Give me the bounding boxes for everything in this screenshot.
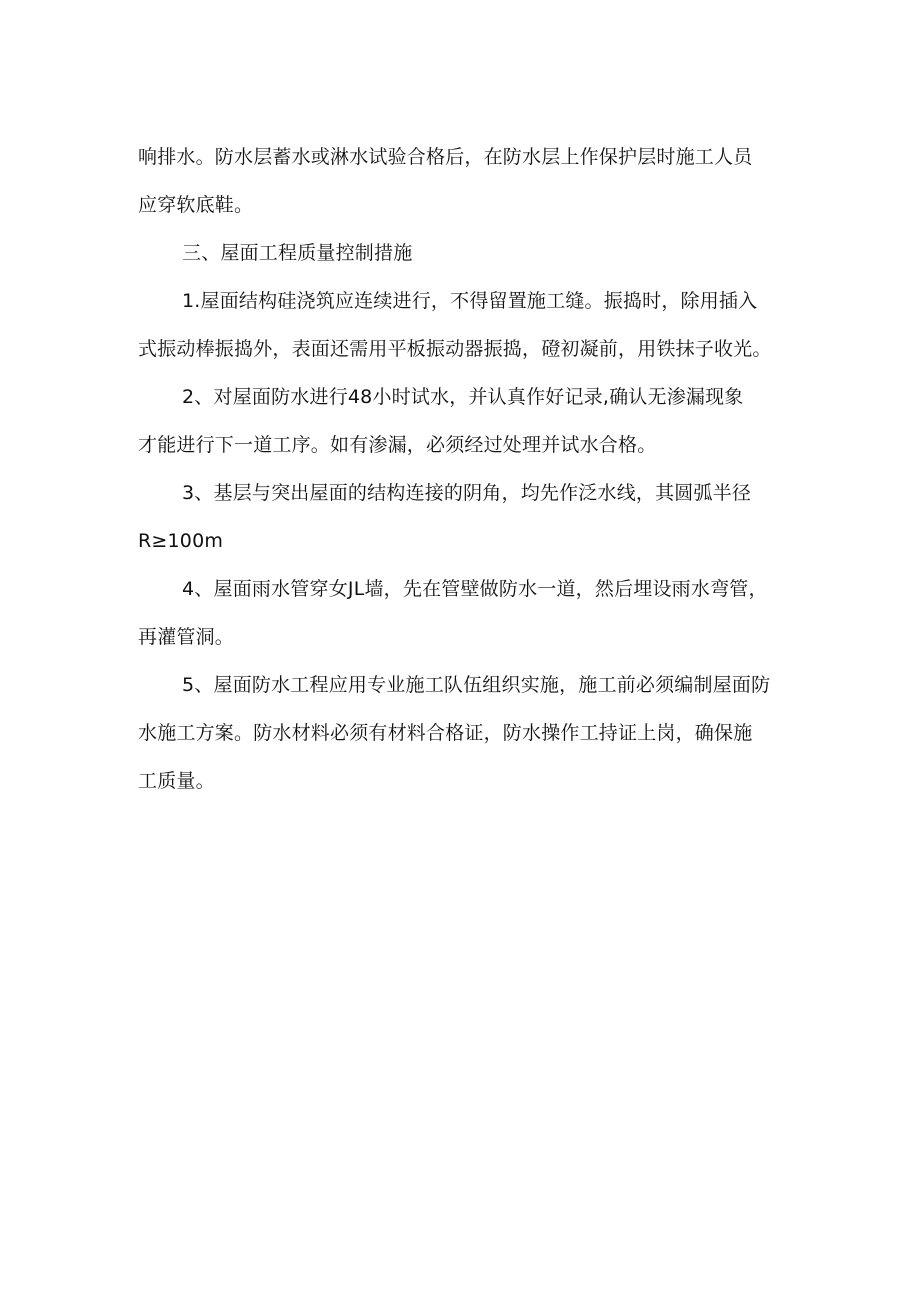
text-line: 工质量。 <box>138 770 215 792</box>
section-heading-text: 三、屋面工程质量控制措施 <box>182 242 413 264</box>
text-line: 响排水。防水层蓄水或淋水试验合格后，在防水层上作保护层时施工人员 <box>138 146 753 168</box>
paragraph-drainage-note <box>138 133 790 229</box>
section-heading <box>138 229 790 277</box>
paragraph-item-1 <box>138 277 790 373</box>
text-line: 再灌管洞。 <box>138 626 235 648</box>
text-line: 水施工方案。防水材料必须有材料合格证，防水操作工持证上岗，确保施 <box>138 722 753 744</box>
text-line: 式振动棒振捣外，表面还需用平板振动器振捣，磴初凝前，用铁抹子收光。 <box>138 338 772 360</box>
text-line: 1.屋面结构硅浇筑应连续进行，不得留置施工缝。振捣时，除用插入 <box>182 290 758 312</box>
document-body <box>138 133 790 805</box>
text-line: 3、基层与突出屋面的结构连接的阴角，均先作泛水线，其圆弧半径 <box>182 482 752 504</box>
paragraph-item-4 <box>138 565 790 661</box>
text-line: R≥100m <box>138 530 224 552</box>
paragraph-item-3 <box>138 469 790 565</box>
text-line: 5、屋面防水工程应用专业施工队伍组织实施，施工前必须编制屋面防 <box>182 674 771 696</box>
paragraph-item-2 <box>138 373 790 469</box>
text-line: 4、屋面雨水管穿女JL墙，先在管壁做防水一道，然后埋设雨水弯管， <box>182 578 768 600</box>
text-line: 应穿软底鞋。 <box>138 194 254 216</box>
text-line: 2、对屋面防水进行48小时试水，并认真作好记录,确认无渗漏现象 <box>182 386 744 408</box>
text-line: 才能进行下一道工序。如有渗漏，必须经过处理并试水合格。 <box>138 434 657 456</box>
paragraph-item-5 <box>138 661 790 805</box>
